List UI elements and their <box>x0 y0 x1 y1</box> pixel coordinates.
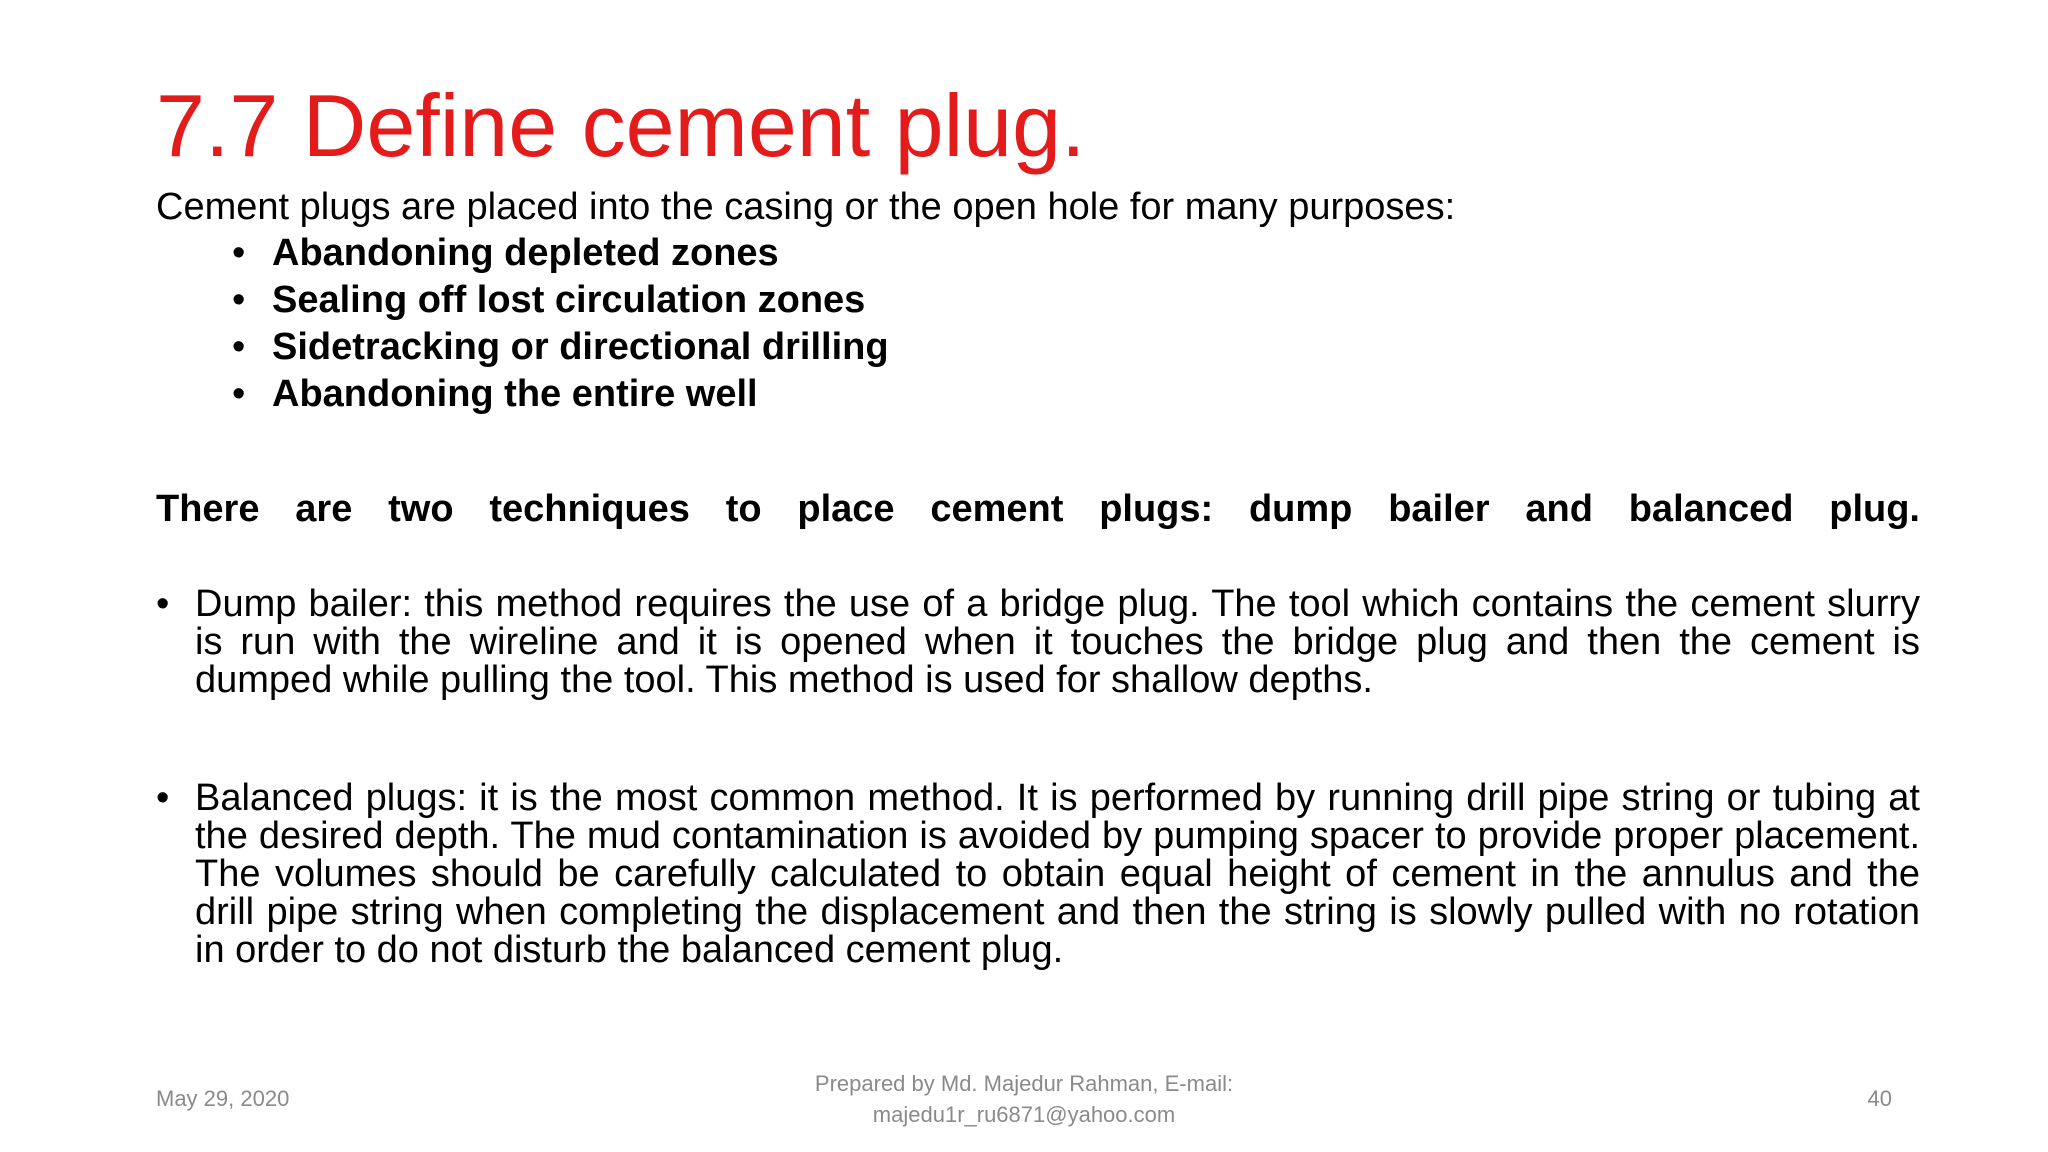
footer-credit-line: Prepared by Md. Majedur Rahman, E-mail: <box>814 1071 1234 1096</box>
footer-credit-email: majedu1r_ru6871@yahoo.com <box>872 1102 1176 1127</box>
method-balanced-plug <box>156 779 1920 969</box>
slide-title: 7.7 Define cement plug. <box>156 76 1086 175</box>
intro-text: Cement plugs are placed into the casing or the open hole for many purposes: <box>156 186 1456 228</box>
list-item: • Abandoning depleted zones <box>228 230 889 277</box>
method-paragraph: • Balanced plugs: it is the most common method. It is performed by running drill pipe string or tubing at the desired depth. The mud contamination is avoided by pumping spacer to provide proper placement. The volumes should be carefully calculated to obtain equal height of cement in the annulus and the drill pipe string when completing the displacement and then the string is slowly pulled with no rotation in order to do not disturb the balanced cement plug. <box>156 779 1920 969</box>
method-paragraph: • Dump bailer: this method requires the use of a bridge plug. The tool which contains the cement slurry is run with the wireline and it is opened when it touches the bridge plug and then the cement is dumped while pulling the tool. This method is used for shallow depths. <box>156 585 1920 699</box>
footer-date: May 29, 2020 <box>156 1086 290 1111</box>
method-dump-bailer <box>156 585 1920 699</box>
purposes-list <box>228 230 889 418</box>
footer-credit <box>724 1068 1324 1130</box>
list-item: • Abandoning the entire well <box>228 371 889 418</box>
list-item: • Sidetracking or directional drilling <box>228 324 889 371</box>
page-number: 40 <box>1867 1086 1892 1111</box>
techniques-heading: There are two techniques to place cement plugs: dump bailer and balanced plug. <box>156 488 1920 530</box>
list-item: • Sealing off lost circulation zones <box>228 277 889 324</box>
